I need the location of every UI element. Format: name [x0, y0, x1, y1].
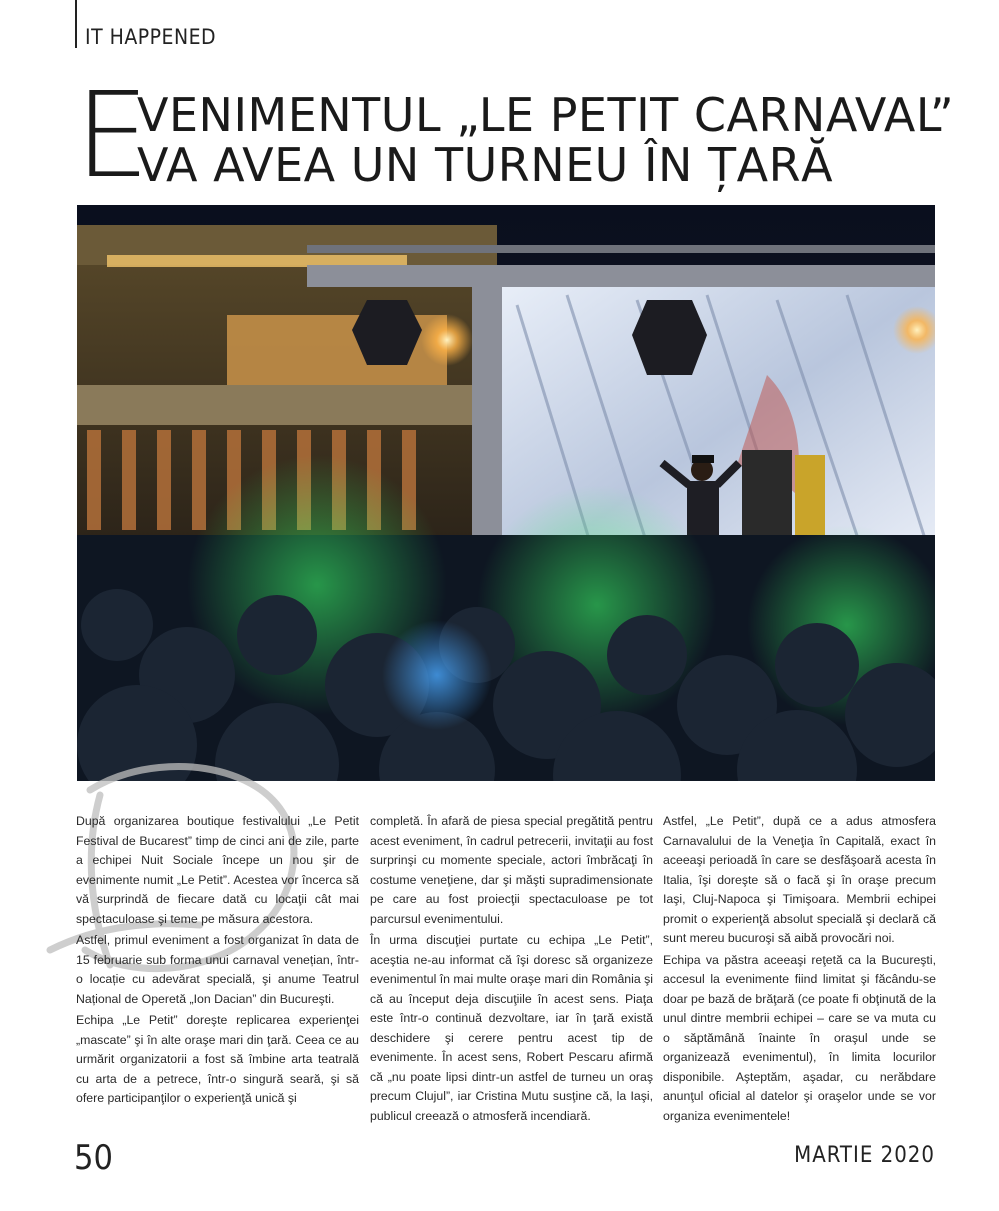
- paragraph: Echipa „Le Petit” doreşte replicarea experienţei „mascate” şi în alte oraşe mari din ţară. Ceea ce au urmărit organizatorii a fost să îmbine arta teatrală cu arta de a petrece, într-o singură seară, şi să ofere participanţilor o experienţă unică şi: [76, 1013, 359, 1105]
- section-label: IT HAPPENED: [85, 25, 217, 49]
- article-title: [75, 66, 955, 204]
- title-line-2: VA AVEA UN TURNEU ÎN ȚARĂ: [137, 138, 834, 192]
- concert-photo: [77, 205, 935, 781]
- page-number: 50: [74, 1138, 113, 1178]
- article-column-3: [663, 812, 936, 1128]
- title-line-1: VENIMENTUL „LE PETIT CARNAVAL”: [137, 88, 955, 142]
- paragraph: Astfel, primul eveniment a fost organizat în data de 15 februarie sub forma unui carnaval venețian, într-o locație cu adevărat specială, şi anume Teatrul Național de Operetă „Ion Dacian” din Bucureşti.: [76, 933, 359, 1006]
- paragraph: În urma discuţiei purtate cu echipa „Le Petit”, aceştia ne-au informat că îşi doresc să organizeze evenimentul în mai multe oraşe mari din România şi că au început deja discuţiile în acest sens. Piaţa este într-o continuă dezvoltare, iar în ţară există deschidere şi cerere pentru acest tip de evenimente. În acest sens, Robert Pescaru afirmă că „nu poate lipsi dintr-un astfel de turneu un oraş precum Clujul”, iar Cristina Mutu susţine că, la Iaşi, publicul creează o atmosferă incendiară.: [370, 933, 653, 1123]
- paragraph: completă. În afară de piesa special pregătită pentru acest eveniment, în cadrul petrecerii, invitaţii au fost surprinşi cu momente speciale, actori îmbrăcaţi în costume veneţiene, dar şi măşti supradimensionate pe care au fost proiecţii spectaculoase pe tot parcursul evenimentului.: [370, 814, 653, 926]
- paragraph: Astfel, „Le Petit”, după ce a adus atmosfera Carnavalului de la Veneţia în Capitală, exact în aceeaşi perioadă în care se desfăşoară acesta în Italia, îşi doreşte să o facă şi în oraşe precum Iaşi, Cluj-Napoca şi Timişoara. Membrii echipei promit o experienţă absolut specială şi declară că sunt mereu bucuroşi să aibă provocări noi.: [663, 814, 936, 945]
- article-column-1: [76, 812, 359, 1111]
- issue-date: MARTIE 2020: [794, 1143, 935, 1168]
- section-rule: [75, 0, 77, 48]
- title-drop-cap: E: [75, 66, 150, 204]
- article-column-2: [370, 812, 653, 1128]
- paragraph: După organizarea boutique festivalului „Le Petit Festival de Bucarest” timp de cinci ani de zile, parte a echipei Nuit Sociale începe un nou şir de evenimente numit „Le Petit”. Acestea vor încerca să vă surprindă de fiecare dată cu locaţii cât mai spectaculoase şi teme pe măsura acestora.: [76, 814, 359, 926]
- paragraph: Echipa va păstra aceeaşi reţetă ca la Bucureşti, accesul la evenimente fiind limitat şi făcându-se doar pe bază de brăţară (ce poate fi obţinută de la unul dintre membrii echipei – care se va muta cu o săptămână înainte în oraşul unde se organizează evenimentul), în limita locurilor disponibile. Aşteptăm, aşadar, cu nerăbdare anunţul oficial al datelor şi oraşelor unde se vor organiza evenimentele!: [663, 952, 936, 1123]
